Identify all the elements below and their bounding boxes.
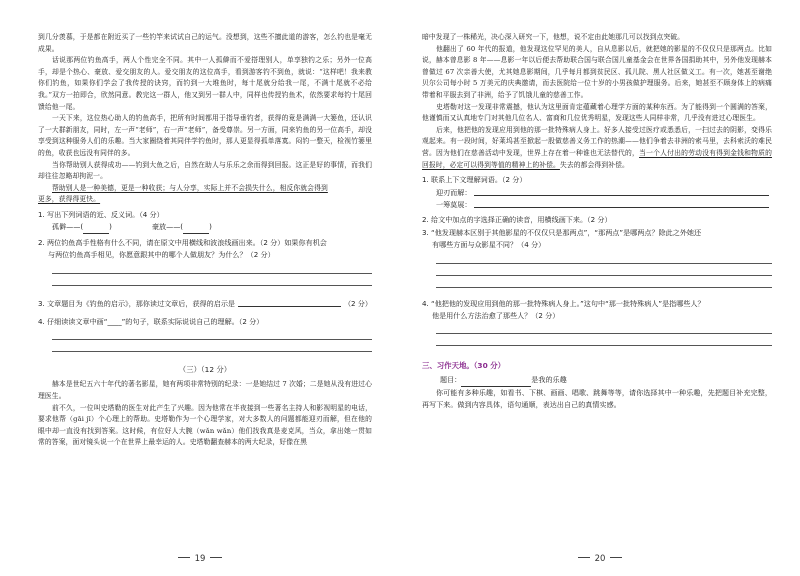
- essay-title-row: 题目： 是我的乐趣: [422, 374, 772, 386]
- answer-line[interactable]: [52, 339, 372, 340]
- answer-line[interactable]: [436, 287, 772, 288]
- answer-line[interactable]: [52, 273, 372, 274]
- question-4: 4. “他把他的发现应用到他的那一批特殊病人身上。”这句中“那一批特殊病人”是指哪些人？: [422, 298, 705, 308]
- writing-section-heading: 三、习作天地。（30 分）: [422, 361, 506, 371]
- passage-paragraph-underlined: [38, 183, 372, 195]
- question-1: 1. 写出下列词语的近、反义词。（4 分）: [38, 209, 164, 219]
- question-2: 2. 两位钓鱼高手性格有什么不同，请在原文中用横线和波浪线画出来。（2 分）如果你有机会: [38, 237, 327, 247]
- question-3: 3. 文章题目为《钓鱼的启示》，那你读过文章后，获得的启示是 （2 分）: [38, 298, 372, 308]
- answer-line[interactable]: [436, 333, 772, 334]
- passage-paragraph: 赫本是世纪五六十年代的著名影星，她有两项非常特别的纪录：一是她结过 7 次婚；二是她从没有进过心理医生。: [38, 380, 372, 400]
- answer-line[interactable]: [52, 285, 372, 286]
- answer-blank[interactable]: [183, 226, 209, 234]
- answer-line[interactable]: [474, 207, 769, 208]
- passage-paragraph: 当你帮助别人获得成功——钓到大鱼之后，自然在助人与乐乐之余而得到回报。这正是好的事情，而我们却往往忽略却拘泥一。: [38, 160, 372, 181]
- question-1-word-1: 迎刃而解：: [422, 187, 772, 199]
- answer-line[interactable]: [52, 351, 372, 352]
- passage-paragraph: 史塔勒对这一发现非常震撼，他认为这里面肯定蕴藏着心理学方面的某种东西。为了能得到一个圆满的答案，他谨慎而又认真地专门对其他几位名人、富商和几位优秀明星，发现这些人同样非常，几乎没有进过心理医生。: [422, 102, 772, 123]
- word-close: ): [209, 222, 212, 232]
- question-4: 4. 仔细读读文章中画“____”的句子，联系实际说说自己的理解。（2 分）: [38, 316, 264, 326]
- answer-line[interactable]: [436, 275, 772, 276]
- question-2: 2. 给文中加点的字选择正确的读音，用横线画下来。（2 分）: [422, 215, 612, 225]
- question-3: 3. “他发现赫本区别于其他影星的不仅仅只是那两点”，“那两点”是哪两点？除此之外她还: [422, 227, 702, 237]
- question-1: 1. 联系上下文理解词语。（2 分）: [422, 175, 527, 185]
- left-column: [38, 32, 372, 449]
- answer-line[interactable]: [474, 195, 769, 196]
- answer-line[interactable]: [436, 345, 772, 346]
- question-3-cont: 有哪些方面与众影星不同？（4 分）: [432, 240, 546, 250]
- essay-title-blank[interactable]: [461, 379, 531, 387]
- question-4-cont: 他是用什么方法治愈了那些人？（2 分）: [432, 310, 560, 320]
- page-number: 19: [0, 554, 400, 564]
- passage-paragraph: 后来，他把他的发现应用到他的那一批特殊病人身上。好多人接受过医疗或悉悉后，一扫过去的阴影，变得乐观起来。有一段时间，好莱坞甚至掀起一股做慈善义务工作的热潮——他们争着去非洲的索马里，去科索沃的难民营。因为他们在慈善活动中发现，世界上存在着一种谁也无法替代的，当一个人付出的劳动没有得到金钱和物质的回报时，必定可以得到等值的精神上的补偿。失去的都会得到补偿。: [422, 125, 772, 169]
- passage-paragraph: 他翻出了 60 年代的报道，他发现这位罕见的美人，自从息影以后，就把她的影星的不仅仅只是那两点。比如说，赫本曾息影 8 年——息影一年以后便去帮助联合国与联合国儿童基金会在世界各国捐助其中，另外他发现赫本曾做过 67 次亲善大使，尤其她息影期间，几乎每月都到贫民区、孤儿院、黑人社区做义工。有一次，她甚至谢绝贝尔公司每小时 5 万美元的庆典邀请，而去医院给一位十岁的小男孩做护理服务。后来，她甚至不顾身体上的病痛带着和平服去到了非洲，给予了饥饿儿童的慈善工作。: [422, 44, 772, 99]
- word-2: 豪放——(: [151, 222, 184, 232]
- word-close: ): [109, 222, 112, 232]
- underlined-sentence: 帮助别人是一种美德，更是一种收获；与人分享，实际上并不会损失什么，相反你就会得到: [52, 183, 328, 192]
- passage-paragraph-underlined: [38, 194, 372, 206]
- passage-paragraph: 暗中发现了一株稀光，决心深入研究一下，他想，说不定由此她那几可以找到点突破。: [422, 33, 685, 41]
- word-1: 孤僻——(: [52, 222, 84, 232]
- answer-blank[interactable]: [83, 226, 109, 234]
- question-1-word-2: 一筹莫展：: [422, 199, 772, 211]
- right-column: [422, 32, 772, 411]
- passage-paragraph: 话说那两位钓鱼高手，两人个性完全不同。其中一人孤僻而不爱搭理别人，单享独钓之乐；另外一位高手，却是个热心、豪放、爱交朋友的人。爱交朋友的这位高手，看到游客钓不到鱼，就说：“这样吧！我来教你们钓鱼，如果你们学会了我传授的诀窍，而钓到一大堆鱼时，每十尾就分给我一尾，不满十尾就不必给我。”双方一拍即合，欣然同意。教完这一群人，他又到另一群人中，同样也传授钓鱼术，依然要求每钓十尾回馈给他一尾。: [38, 56, 372, 111]
- underlined-sentence: 当一个人付出的劳动没有得到金钱和物质的回报时，必定可以得到等值的精神上的补偿。: [422, 148, 772, 169]
- answer-line[interactable]: [436, 263, 772, 264]
- section-3-heading: （三）（12 分）: [178, 365, 232, 375]
- question-1-words: [38, 221, 372, 233]
- passage-paragraph: 到几分羡慕，于是都在附近买了一些钓竿来试试自己的运气。没想到，这些不擅此道的游客，怎么钓也是毫无成果。: [38, 33, 372, 53]
- page-20: [400, 0, 800, 576]
- page-number: 20: [400, 554, 800, 564]
- underlined-sentence: 更多，获得得更快。: [38, 195, 101, 204]
- essay-prompt: 你可能有多种乐趣，如看书、下棋、画画、唱歌、跳舞等等，请你选择其中一种乐趣，先把题目补充完整，再写下来。做到内容具体，语句通顺，表达出自己的真情实感。: [422, 388, 772, 409]
- passage-paragraph: 一天下来，这位热心助人的钓鱼高手，把所有时间都用于指导垂钓者，获得的竟是满满一大篓鱼，还认识了一大群新朋友，同时，左一声“老师”，右一声“老师”，备受尊崇。另一方面，同来钓鱼的另一位高手，却没享受到这种服务人们的乐趣。当大家圈绕着其同伴学钓鱼时，那人更显得孤单落寞。闷钓一整天，检视竹篓里的鱼，收获也远没有同伴的多。: [38, 114, 372, 157]
- passage-paragraph: 前不久，一位叫史塔勒的医生对此产生了兴趣。因为他常在半夜接到一些著名主持人和影视明星的电话，要求他帮（gāi jī）个心理上的帮助。史塔勒作为一个心理学家，对大多数人的问题都能迎刃而解，但在他的眼中却一直没有找到答案。这时候，有位好人大腕（wǎn wǎn）他们找我真是麦克风，当众，拿出她一贯如常的答案，面对镜头说一个在世界上最幸运的人。史塔勒翻查赫本的两大纪录，好像在黑: [38, 403, 372, 447]
- answer-line[interactable]: [238, 306, 341, 307]
- question-2-cont: 与两位钓鱼高手相见，你愿意跟其中的哪个人做朋友？为什么？（2 分）: [48, 250, 275, 260]
